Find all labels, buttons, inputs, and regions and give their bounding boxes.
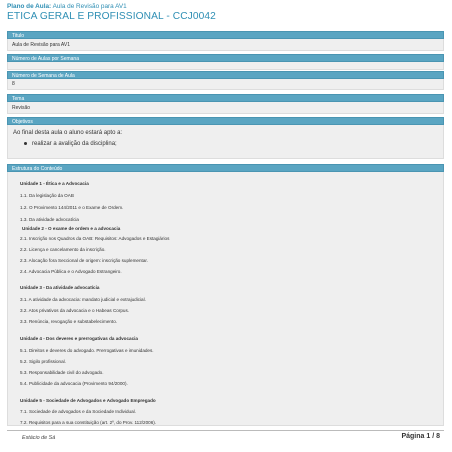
content-item: 5.2. Sigilo profissional. [20, 359, 66, 364]
footer-divider [7, 430, 444, 431]
section-value-titulo: Aula de Revisão para AV1 [7, 39, 444, 51]
content-item: 1.2. O Provimento 144/2011 e o Exame de Ordem. [20, 205, 124, 210]
objectives-intro: Ao final desta aula o aluno estará apto a: [13, 130, 123, 136]
content-item: 1.1. Da legislação da OAB [20, 193, 74, 198]
footer-institution: Estácio de Sá [22, 435, 56, 441]
content-item: 5.1. Direitos e deveres do advogado. Prerrogativas e imunidades. [20, 348, 154, 353]
bullet-dot [24, 142, 27, 145]
content-item: 3.2. Atos privativos da advocacia e o Habeas Corpus. [20, 308, 130, 313]
content-item: 2.4. Advocacia Pública e o Advogado Estrangeiro. [20, 269, 122, 274]
page-header [7, 3, 447, 23]
plan-label: Plano de Aula: [7, 3, 52, 10]
content-item: 2.2. Licença e cancelamento da inscrição. [20, 247, 106, 252]
plan-value: Aula de Revisão para AV1 [52, 3, 127, 10]
content-item: 2.1. Inscrição nos Quadros da OAB: Requisitos: Advogados e Estagiários [20, 236, 170, 241]
content-item: 1.3. Da atividade advocatícia [20, 217, 79, 222]
section-header-objetivos: Objetivos [7, 117, 444, 125]
content-unit-heading: Unidade 2 - O exame de ordem e a advocacia [22, 226, 121, 231]
objectives-bullet [24, 141, 117, 147]
section-header-numero-semana: Número de Semana de Aula [7, 71, 444, 79]
section-value-tema: Revisão [7, 102, 444, 114]
content-item: 2.3. Alocação fora Seccional de origem: inscrição suplementar. [20, 258, 148, 263]
plan-line [7, 3, 447, 11]
content-unit-heading: Unidade 5 - Sociedade de Advogados e Advogado Empregado [20, 398, 156, 403]
content-item: 3.1. A atividade da advocacia: mandato judicial e extrajudicial. [20, 297, 146, 302]
section-body-conteudo [7, 172, 444, 426]
section-header-titulo: Titulo [7, 31, 444, 39]
content-item: 5.3. Responsabilidade civil do advogado. [20, 370, 104, 375]
section-header-conteudo: Estrutura do Conteúdo [7, 164, 444, 172]
content-item: 7.2. Requisitos para a sua constituição (art. 2º, do Prov. 112/2006). [20, 420, 157, 425]
content-item: 5.4. Publicidade da advocacia (Provimento 94/2000). [20, 381, 128, 386]
section-value-numero-semana: 8 [7, 79, 444, 90]
content-item: 7.1. Sociedade de advogados e da Sociedade Individual. [20, 409, 136, 414]
section-header-tema: Tema [7, 94, 444, 102]
section-body-objetivos [7, 125, 444, 159]
content-unit-heading: Unidade 3 - Da atividade advocatícia [20, 285, 100, 290]
page-number: Página 1 / 8 [401, 433, 440, 440]
content-unit-heading: Unidade 1 - Ética e a Advocacia [20, 181, 89, 186]
content-item: 3.3. Renúncia, revogação e substabelecimento. [20, 319, 118, 324]
content-unit-heading: Unidade 4 - Dos deveres e prerrogativas da advocacia [20, 336, 138, 341]
objectives-bullet-text: realizar a avalição da disciplina; [32, 141, 117, 147]
section-value-numero-aulas [7, 62, 444, 70]
page-title: ETICA GERAL E PROFISSIONAL - CCJ0042 [7, 11, 216, 22]
section-header-numero-aulas: Número de Aulas por Semana [7, 54, 444, 62]
